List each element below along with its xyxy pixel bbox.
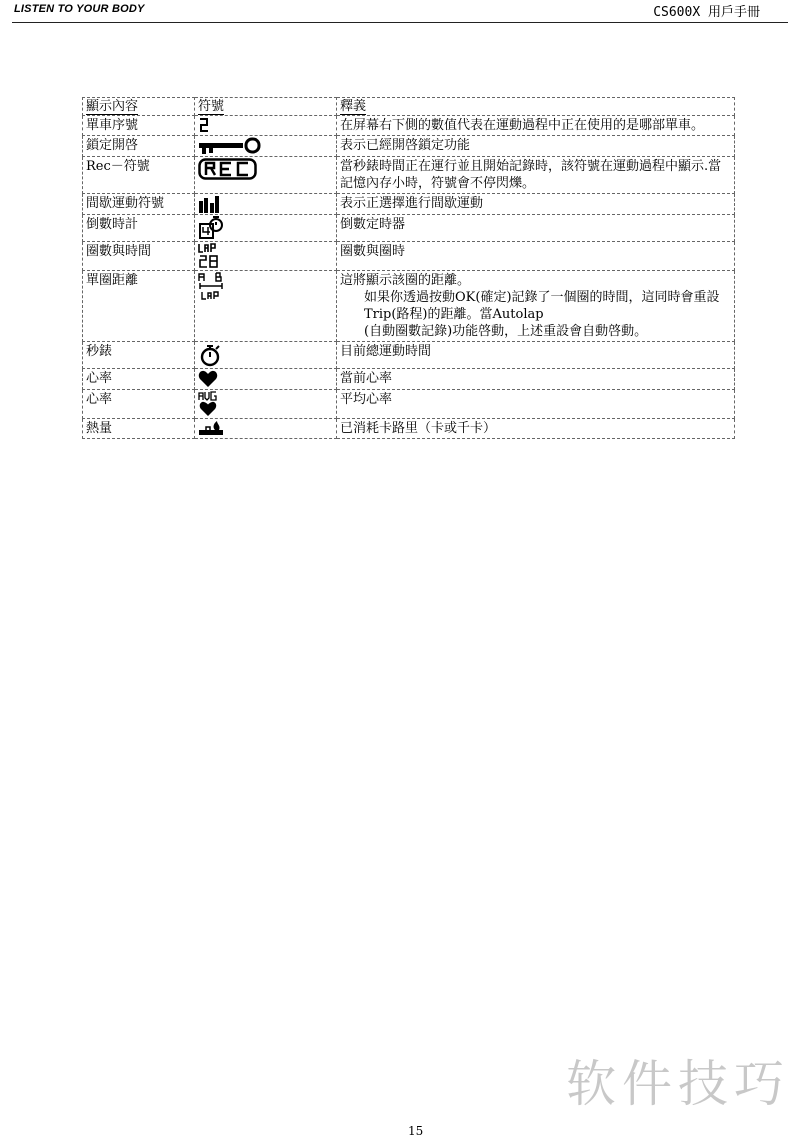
symbol-cell (195, 342, 337, 369)
lap-28-icon (198, 243, 220, 269)
interval-bars-icon (198, 195, 220, 213)
table-row (83, 369, 735, 390)
row-label: 鎖定開啓 (83, 136, 195, 157)
row-description: 目前總運動時間 (337, 342, 735, 369)
row-label: Rec－符號 (83, 157, 195, 194)
table-row (83, 271, 735, 342)
column-header-meaning: 釋義 (337, 98, 735, 116)
row-label: 間歇運動符號 (83, 194, 195, 215)
symbol-cell (195, 242, 337, 271)
heart-icon (198, 370, 218, 388)
row-label: 心率 (83, 390, 195, 419)
symbol-cell (195, 369, 337, 390)
row-label: 倒數時計 (83, 215, 195, 242)
symbol-cell (195, 116, 337, 136)
symbol-cell (195, 419, 337, 439)
header-divider (12, 22, 788, 23)
column-header-symbol: 符號 (195, 98, 337, 116)
table-row (83, 136, 735, 157)
table-row (83, 194, 735, 215)
row-label: 秒錶 (83, 342, 195, 369)
row-label: 熱量 (83, 419, 195, 439)
symbol-cell (195, 271, 337, 342)
row-description: 已消耗卡路里（卡或千卡） (337, 419, 735, 439)
desc-line: (自動圈數記錄)功能啓動，上述重設會自動啓動。 (364, 324, 648, 339)
key-lock-icon (198, 137, 262, 155)
row-label: 心率 (83, 369, 195, 390)
page-number: 15 (408, 1124, 424, 1138)
table-row (83, 342, 735, 369)
desc-line: 如果你透過按動OK(確定)記錄了一個圈的時間，這同時會重設Trip(路程)的距離。當Autolap (364, 290, 720, 322)
row-description: 表示已經開啓鎖定功能 (337, 136, 735, 157)
table-row (83, 390, 735, 419)
countdown-timer-icon (198, 216, 224, 240)
row-description: 在屏幕右下側的數值代表在運動過程中正在使用的是哪部單車。 (337, 116, 735, 136)
table-row (83, 215, 735, 242)
lap-distance-icon (198, 272, 224, 300)
bike-number-2-icon (198, 117, 210, 134)
symbol-cell (195, 194, 337, 215)
table-header-row (83, 98, 735, 116)
header-manual-title: CS600X 用戶手冊 (653, 5, 760, 20)
table-row (83, 419, 735, 439)
symbol-cell (195, 215, 337, 242)
row-description: 當前心率 (337, 369, 735, 390)
avg-heart-icon (198, 391, 218, 417)
watermark: 软件技巧 (566, 1055, 790, 1113)
row-description: 倒數定時器 (337, 215, 735, 242)
row-label: 圈數與時間 (83, 242, 195, 271)
row-label: 單車序號 (83, 116, 195, 136)
table-row (83, 157, 735, 194)
symbol-cell (195, 157, 337, 194)
row-description (337, 271, 735, 342)
row-label: 單圈距離 (83, 271, 195, 342)
stopwatch-icon (198, 343, 224, 367)
calorie-flame-icon (198, 420, 224, 437)
row-description: 圈數與圈時 (337, 242, 735, 271)
row-description: 當秒錶時間正在運行並且開始記錄時，該符號在運動過程中顯示.當記憶內存小時，符號會不停閃爍。 (337, 157, 735, 194)
table-row (83, 116, 735, 136)
symbol-cell (195, 136, 337, 157)
symbol-table (82, 97, 735, 439)
row-description: 平均心率 (337, 390, 735, 419)
row-description: 表示正選擇進行間歇運動 (337, 194, 735, 215)
desc-line: 這將顯示該圈的距離。 (340, 273, 471, 288)
header-brand-slogan: LISTEN TO YOUR BODY (14, 3, 145, 15)
table-row (83, 242, 735, 271)
rec-icon (198, 158, 258, 180)
symbol-cell (195, 390, 337, 419)
column-header-content: 顯示內容 (83, 98, 195, 116)
